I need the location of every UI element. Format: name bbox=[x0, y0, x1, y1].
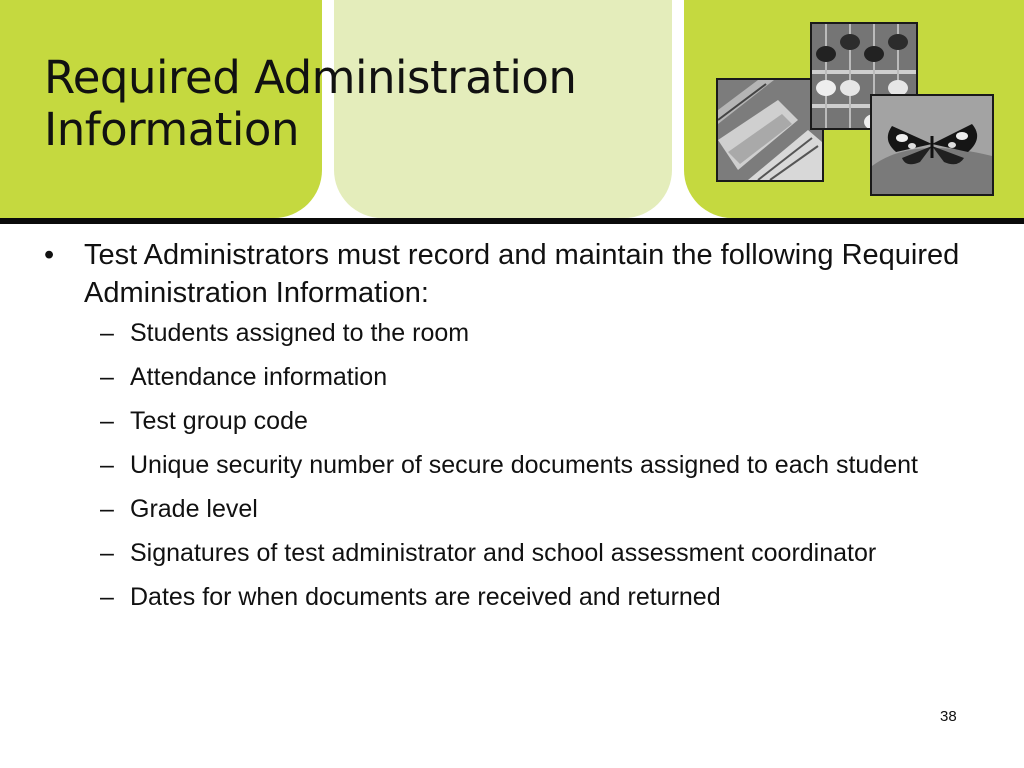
list-item bbox=[100, 582, 984, 613]
dash-marker: – bbox=[100, 319, 114, 347]
list-item-text: Unique security number of secure documents assigned to each student bbox=[130, 451, 918, 479]
dash-marker: – bbox=[100, 495, 114, 523]
title-line-1: Required Administration bbox=[44, 51, 577, 104]
list-item bbox=[100, 406, 984, 437]
dash-marker: – bbox=[100, 363, 114, 391]
dash-marker: – bbox=[100, 407, 114, 435]
butterfly-photo bbox=[870, 94, 994, 196]
list-item bbox=[100, 362, 984, 393]
page-number: 38 bbox=[940, 708, 957, 725]
slide-title bbox=[44, 52, 684, 156]
books-photo bbox=[716, 78, 824, 182]
list-item-text: Attendance information bbox=[130, 363, 388, 391]
title-line-2: Information bbox=[44, 103, 299, 156]
list-item bbox=[100, 494, 984, 525]
list-item bbox=[100, 538, 984, 569]
list-item bbox=[100, 450, 984, 481]
dash-marker: – bbox=[100, 583, 114, 611]
butterfly-image bbox=[872, 96, 992, 194]
main-bullet-text: Test Administrators must record and maintain the following Required Administration Information: bbox=[84, 239, 960, 309]
list-item-text: Signatures of test administrator and school assessment coordinator bbox=[130, 539, 877, 567]
list-item-text: Students assigned to the room bbox=[130, 319, 470, 347]
sub-bullet-list bbox=[44, 318, 984, 613]
list-item-text: Dates for when documents are received and returned bbox=[130, 583, 721, 611]
dash-marker: – bbox=[100, 451, 114, 479]
list-item bbox=[100, 318, 984, 349]
dash-marker: – bbox=[100, 539, 114, 567]
list-item-text: Test group code bbox=[130, 407, 308, 435]
books-image bbox=[718, 80, 822, 180]
list-item-text: Grade level bbox=[130, 495, 258, 523]
header-divider bbox=[0, 218, 1024, 224]
bullet-marker: • bbox=[44, 239, 55, 271]
slide-body bbox=[44, 236, 984, 626]
main-bullet bbox=[44, 236, 984, 312]
